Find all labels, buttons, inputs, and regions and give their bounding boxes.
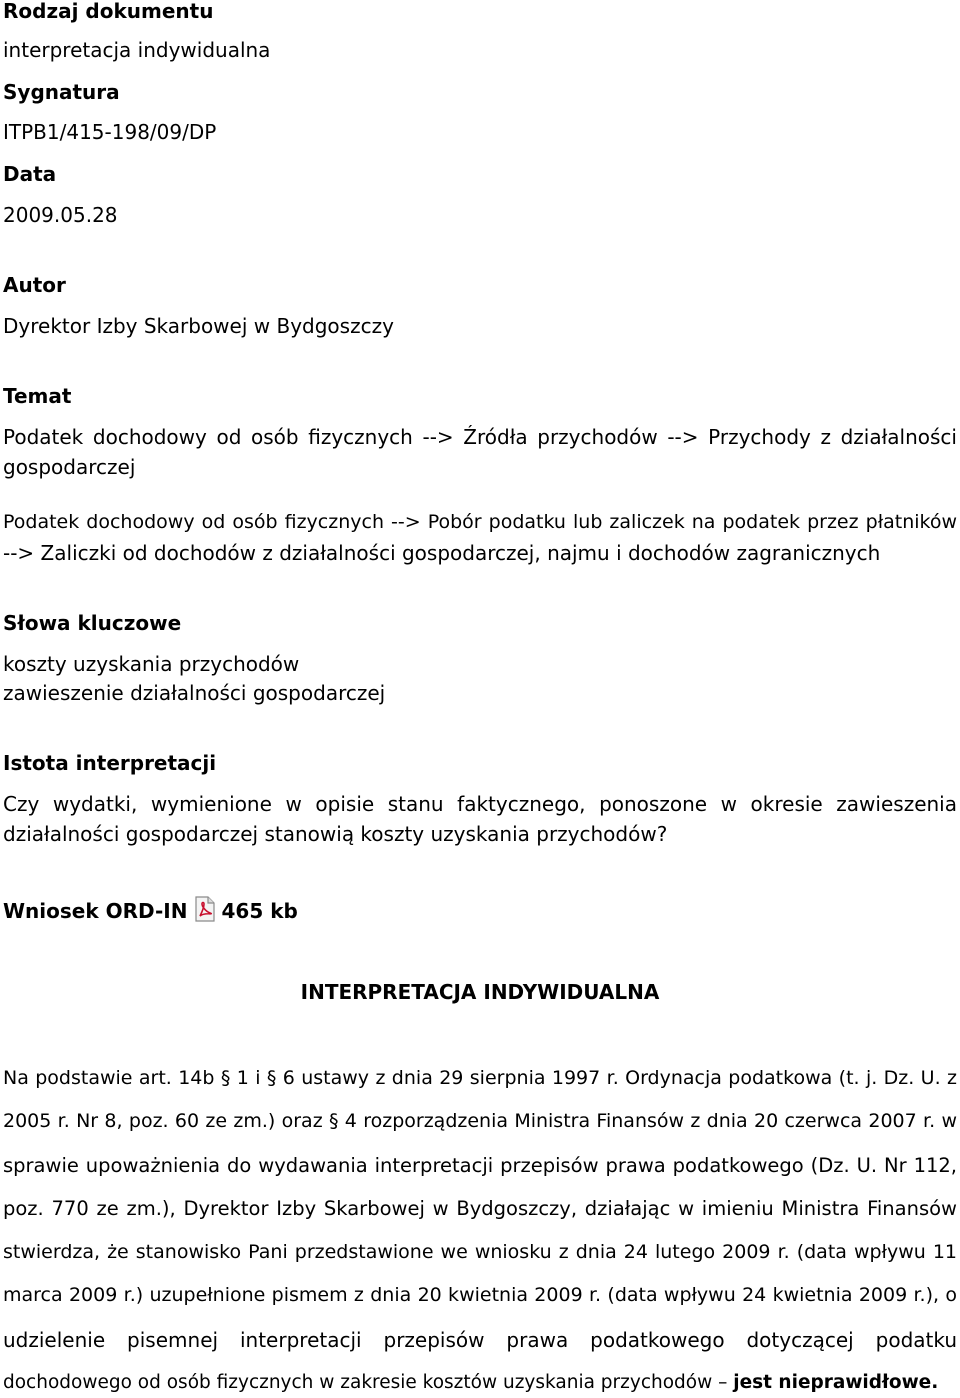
topic-line-1b: gospodarczej: [3, 455, 136, 479]
topic-line-2b: --> Zaliczki od dochodów z działalności gospodarczej, najmu i dochodów zagranicznych: [3, 541, 881, 565]
author-label: Autor: [3, 273, 66, 297]
body-heading: INTERPRETACJA INDYWIDUALNA: [300, 980, 660, 1004]
body-last-line-text: dochodowego od osób fizycznych w zakresie kosztów uzyskania przychodów –: [3, 1372, 728, 1393]
date-label: Data: [3, 162, 57, 186]
essence-label: Istota interpretacji: [3, 751, 217, 775]
keyword-item: koszty uzyskania przychodów: [3, 652, 300, 676]
body-line: poz. 770 ze zm.), Dyrektor Izby Skarbowej w Bydgoszczy, działając w imieniu Ministra Finansów: [3, 1197, 957, 1220]
topic-line-2a: Podatek dochodowy od osób fizycznych --> Pobór podatku lub zaliczek na podatek przez płatników: [3, 511, 957, 533]
author-value: Dyrektor Izby Skarbowej w Bydgoszczy: [3, 314, 394, 338]
attachment-size: 465 kb: [221, 899, 298, 923]
topic-line-1a: Podatek dochodowy od osób fizycznych --> Źródła przychodów --> Przychody z działalności: [3, 425, 957, 449]
body-line: sprawie upoważnienia do wydawania interpretacji przepisów prawa podatkowego (Dz. U. Nr 112,: [3, 1154, 957, 1177]
date-value: 2009.05.28: [3, 203, 118, 227]
essence-line-1: Czy wydatki, wymienione w opisie stanu faktycznego, ponoszone w okresie zawieszenia: [3, 792, 957, 816]
attachment-row[interactable]: [3, 896, 298, 925]
attachment-label[interactable]: Wniosek ORD-IN: [3, 899, 188, 923]
body-line: stwierdza, że stanowisko Pani przedstawione we wniosku z dnia 24 lutego 2009 r. (data wpływu 11: [3, 1241, 957, 1263]
pdf-icon[interactable]: [193, 896, 217, 925]
verdict: jest nieprawidłowe.: [733, 1372, 939, 1393]
body-line: udzielenie pisemnej interpretacji przepisów prawa podatkowego dotyczącej podatku: [3, 1328, 957, 1352]
body-line: marca 2009 r.) uzupełnione pismem z dnia 20 kwietnia 2009 r. (data wpływu 24 kwietnia 2009 r.), o: [3, 1284, 957, 1306]
doc-type-value: interpretacja indywidualna: [3, 38, 271, 62]
body-line: 2005 r. Nr 8, poz. 60 ze zm.) oraz § 4 rozporządzenia Ministra Finansów z dnia 20 czerwca 2007 r. w: [3, 1110, 957, 1132]
body-last-line: [3, 1374, 938, 1393]
keywords-label: Słowa kluczowe: [3, 611, 182, 635]
signature-label: Sygnatura: [3, 80, 120, 104]
signature-value: ITPB1/415-198/09/DP: [3, 120, 217, 144]
essence-line-2: działalności gospodarczej stanowią koszty uzyskania przychodów?: [3, 822, 668, 846]
body-line: Na podstawie art. 14b § 1 i § 6 ustawy z dnia 29 sierpnia 1997 r. Ordynacja podatkowa (t. j. Dz. U. z: [3, 1067, 957, 1089]
doc-type-label: Rodzaj dokumentu: [3, 0, 214, 23]
keyword-item: zawieszenie działalności gospodarczej: [3, 681, 386, 705]
topic-label: Temat: [3, 384, 72, 408]
